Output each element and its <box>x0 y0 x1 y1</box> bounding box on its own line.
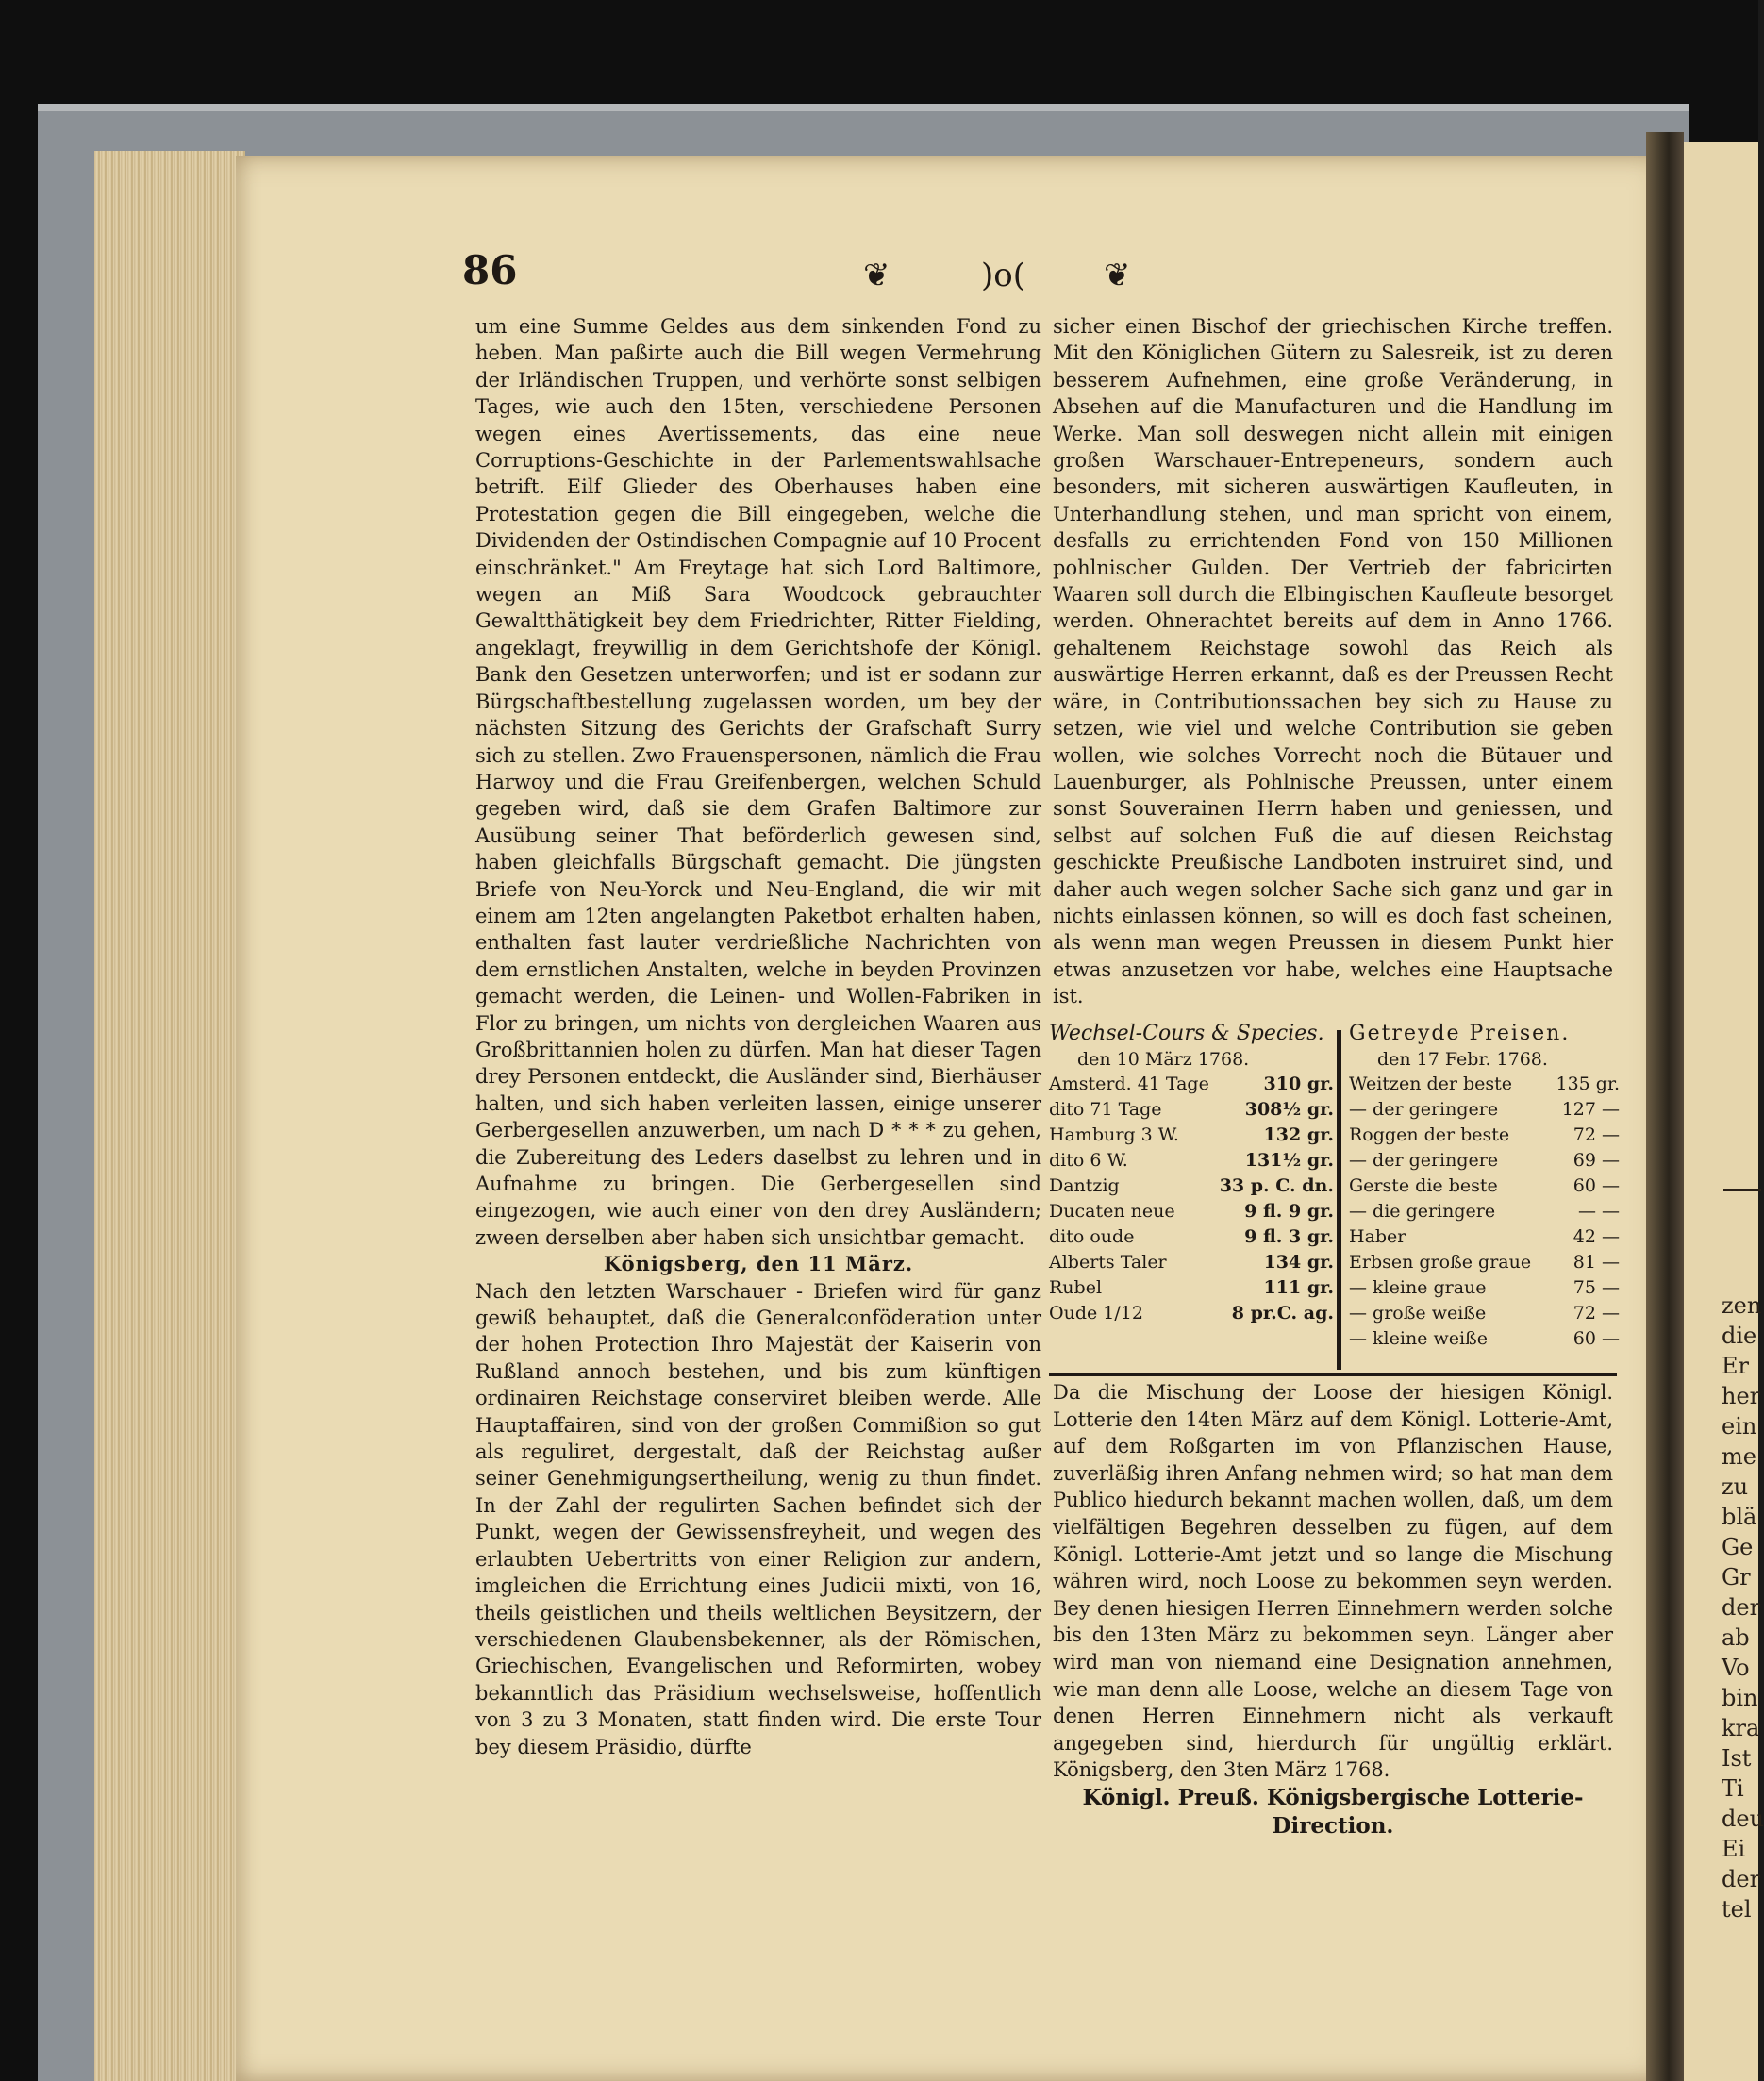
grain-label: — der geringere <box>1349 1099 1499 1120</box>
london-report: um eine Summe Geldes aus dem sinkenden Fond zu heben. Man paßirte auch die Bill wegen Vermehrung der Irländischen Truppen, und verhörte sonst selbigen Tages, wie auch den 15ten, verschiedene Personen wegen eines Avertissements, das eine neue Corruptions-Geschichte in der Parlementswahlsache betrift. Eilf Glieder des Oberhauses haben eine Protestation gegen die Bill eingegeben, welche die Dividenden der Ostindischen Compagnie auf 10 Procent einschränket." Am Freytage hat sich Lord Baltimore, wegen an Miß Sara Woodcock gebrauchter Gewaltthätigkeit bey dem Friedrichter, Ritter Fielding, angeklagt, freywillig in dem Gerichtshofe der Königl. Bank den Gesetzen unterworfen; und ist er sodann zur Bürgschaftbestellung zugelassen worden, um bey der nächsten Sitzung des Gerichts der Grafschaft Surry sich zu stellen. Zwo Frauenspersonen, nämlich die Frau Harwoy und die Frau Greifenbergen, welchen Schuld gegeben wird, daß sie dem Grafen Baltimore zur Ausübung seiner That beförderlich gewesen sind, haben gleichfalls Bürgschaft gemacht. Die jüngsten Briefe von Neu-Yorck und Neu-England, die wir mit einem am 12ten angelangten Paketbot erhalten haben, enthalten fast lauter verdrießliche Nachrichten von dem ernstlichen Anstalten, welche in beyden Provinzen gemacht werden, die Leinen- und Wollen-Fabriken in Flor zu bringen, um nichts von dergleichen Waaren aus Großbrittannien holen zu dürfen. Man hat dieser Tagen drey Personen entdeckt, die Ausländer sind, Bierhäuser halten, und sich haben verleiten lassen, einige unserer Gerbergesellen anzuwerben, um nach D * * * zu gehen, die Zubereitung des Leders daselbst zu lehren und in Aufnahme zu bringen. Die Gerbergesellen sind eingezogen, wie auch einer von den drey Ausländern; zween derselben aber haben sich unsichtbar gemacht. <box>475 315 1041 1249</box>
grain-label: Erbsen große graue <box>1349 1252 1532 1273</box>
grain-row <box>1349 1250 1620 1275</box>
exchange-label: Hamburg 3 W. <box>1049 1124 1179 1145</box>
exchange-value: 9 fl. 9 gr. <box>1244 1201 1334 1222</box>
ornament-left: ❦ <box>863 257 890 294</box>
grain-value: 75 — <box>1573 1277 1620 1298</box>
left-column <box>475 313 1041 1760</box>
grain-label: — die geringere <box>1349 1201 1496 1222</box>
lottery-notice <box>1053 1379 1613 1840</box>
ornament-right: ❦ <box>1104 257 1131 294</box>
grain-row <box>1349 1072 1620 1097</box>
grain-value: 127 — <box>1561 1099 1620 1120</box>
grain-table <box>1349 1021 1620 1370</box>
facing-page-word: Ti <box>1722 1775 1744 1802</box>
grain-label: Haber <box>1349 1226 1406 1247</box>
grain-label: — kleine weiße <box>1349 1328 1488 1349</box>
grain-value: 60 — <box>1573 1328 1620 1349</box>
ornament-center: )o( <box>981 257 1025 294</box>
grain-row <box>1349 1148 1620 1174</box>
exchange-label: dito 6 W. <box>1049 1150 1128 1171</box>
facing-page-word: zen <box>1722 1292 1762 1319</box>
exchange-row <box>1049 1224 1334 1250</box>
exchange-row <box>1049 1174 1334 1199</box>
facing-page-word: Ge <box>1722 1534 1754 1560</box>
page-edges <box>94 151 245 2081</box>
exchange-row <box>1049 1275 1334 1301</box>
exchange-value: 132 gr. <box>1263 1124 1334 1145</box>
facing-page-word: Gr <box>1722 1564 1751 1590</box>
grain-row <box>1349 1199 1620 1224</box>
grain-title: Getreyde Preisen. <box>1349 1022 1571 1045</box>
grain-row <box>1349 1097 1620 1123</box>
lottery-signature: Königl. Preuß. Königsbergische Lotterie-Direction. <box>1082 1784 1584 1839</box>
facing-page-word: ab <box>1722 1624 1750 1651</box>
exchange-table <box>1049 1021 1334 1370</box>
grain-date: den 17 Febr. 1768. <box>1377 1049 1548 1070</box>
grain-row <box>1349 1224 1620 1250</box>
table-divider <box>1337 1030 1341 1370</box>
exchange-value: 134 gr. <box>1263 1252 1334 1273</box>
exchange-row <box>1049 1148 1334 1174</box>
grain-value: 69 — <box>1573 1150 1620 1171</box>
facing-page-word: der <box>1722 1594 1761 1621</box>
facing-page-word: bin <box>1722 1685 1758 1711</box>
exchange-value: 308½ gr. <box>1244 1099 1334 1120</box>
grain-label: — große weiße <box>1349 1303 1487 1324</box>
facing-page-word: der <box>1722 1866 1761 1892</box>
page-number: 86 <box>462 247 518 293</box>
exchange-label: Oude 1/12 <box>1049 1303 1143 1324</box>
grain-label: Gerste die beste <box>1349 1175 1498 1196</box>
continuation-report: sicher einen Bischof der griechischen Kirche treffen. Mit den Königlichen Gütern zu Salesreik, ist zu deren besserem Aufnehmen, eine große Veränderung, in Absehen auf die Manufacturen und die Handlung im Werke. Man soll deswegen nicht allein mit einigen großen Warschauer-Entrepeneurs, sondern auch besonders, mit sicheren auswärtigen Kaufleuten, in Unterhandlung stehen, und man spricht von einem, desfalls zu errichtenden Fond von 150 Millionen pohlnischer Gulden. Der Vertrieb der fabricirten Waaren soll durch die Elbingischen Kaufleute besorget werden. Ohnerachtet bereits auf dem in Anno 1766. gehaltenem Reichstage sowohl das Reich als auswärtige Herren erkannt, daß es der Preussen Recht wäre, in Contributionssachen bey sich zu Hause zu setzen, wie viel und welche Contribution sie geben wollen, wie solches Vorrecht noch die Bütauer und Lauenburger, als Pohlnische Preussen, unter einem sonst Souverainen Herrn haben und geniessen, und selbst auf solchen Fuß die auf diesen Reichstag geschickte Preußische Landboten instruiret sind, und daher auch wegen solcher Sache sich ganz und gar in nichts einlassen können, so will es doch fast scheinen, als wenn man wegen Preussen in diesem Punkt hier etwas anzusetzen vor habe, welches eine Hauptsache ist. <box>1053 315 1613 1008</box>
exchange-label: Rubel <box>1049 1277 1103 1298</box>
exchange-row <box>1049 1199 1334 1224</box>
exchange-value: 310 gr. <box>1263 1074 1334 1094</box>
exchange-label: dito 71 Tage <box>1049 1099 1162 1120</box>
exchange-value: 33 p. C. dn. <box>1219 1175 1334 1196</box>
facing-page-fragment <box>1684 142 1764 2081</box>
facing-page-word: blä <box>1722 1504 1757 1530</box>
lottery-text: Da die Mischung der Loose der hiesigen Königl. Lotterie den 14ten März auf dem Königl. Lotterie-Amt, auf dem Roßgarten im von Pflanzischen Hause, zuverläßig ihren Anfang nehmen wird; so hat man dem Publico hiedurch bekannt machen wollen, daß, um dem vielfältigen Begehren desselben zu fügen, auf dem Königl. Lotterie-Amt jetzt und so lange die Mischung währen wird, noch Loose zu bekommen seyn werden. Bey denen hiesigen Herren Einnehmern werden solche bis den 13ten März zu bekommen seyn. Länger aber wird man von niemand eine Designation annehmen, wie man denn alle Loose, welche an diesem Tage von denen Herren Einnehmern nicht als verkauft angegeben sind, hierdurch für ungültig erklärt. Königsberg, den 3ten März 1768. <box>1053 1381 1613 1782</box>
grain-value: 60 — <box>1573 1175 1620 1196</box>
facing-page-word: me <box>1722 1443 1756 1470</box>
exchange-row <box>1049 1072 1334 1097</box>
grain-row <box>1349 1174 1620 1199</box>
exchange-label: Ducaten neue <box>1049 1201 1175 1222</box>
exchange-label: dito oude <box>1049 1226 1135 1247</box>
facing-page-word: her <box>1722 1383 1761 1409</box>
page-header <box>462 247 1179 304</box>
grain-value: 42 — <box>1573 1226 1620 1247</box>
konigsberg-heading: Königsberg, den 11 März. <box>603 1252 914 1276</box>
exchange-row <box>1049 1097 1334 1123</box>
facing-page-rule <box>1723 1189 1761 1191</box>
facing-page-word: kra <box>1722 1715 1760 1741</box>
exchange-label: Dantzig <box>1049 1175 1120 1196</box>
grain-row <box>1349 1275 1620 1301</box>
exchange-row <box>1049 1301 1334 1326</box>
grain-label: — kleine graue <box>1349 1277 1487 1298</box>
facing-page-word: die <box>1722 1323 1757 1349</box>
facing-page-word: ein <box>1722 1413 1757 1440</box>
grain-row <box>1349 1326 1620 1352</box>
exchange-row <box>1049 1250 1334 1275</box>
facing-page-word: Ist <box>1722 1745 1752 1772</box>
exchange-value: 9 fl. 3 gr. <box>1244 1226 1334 1247</box>
exchange-value: 111 gr. <box>1263 1277 1334 1298</box>
table-bottom-rule <box>1049 1373 1617 1376</box>
right-column <box>1053 313 1613 1010</box>
exchange-label: Amsterd. 41 Tage <box>1049 1074 1209 1094</box>
price-tables <box>1049 1021 1620 1374</box>
facing-page-word: zu <box>1722 1473 1749 1500</box>
book-cover-edge <box>38 104 1689 111</box>
exchange-date: den 10 März 1768. <box>1077 1049 1250 1070</box>
exchange-value: 131½ gr. <box>1244 1150 1334 1171</box>
grain-row <box>1349 1301 1620 1326</box>
exchange-row <box>1049 1123 1334 1148</box>
book-gutter <box>1646 132 1684 2081</box>
grain-value: 72 — <box>1573 1124 1620 1145</box>
grain-label: — der geringere <box>1349 1150 1499 1171</box>
grain-label: Roggen der beste <box>1349 1124 1510 1145</box>
facing-page-word: Vo <box>1722 1655 1750 1681</box>
grain-value: 72 — <box>1573 1303 1620 1324</box>
exchange-title: Wechsel-Cours & Species. <box>1049 1022 1324 1045</box>
warschau-report: Nach den letzten Warschauer - Briefen wird für ganz gewiß behauptet, daß die Generalconföderation unter der hohen Protection Ihro Majestät der Kaiserin von Rußland annoch bestehen, und bis zum künftigen ordinairen Reichstage conserviret bleiben werde. Alle Hauptaffairen, sind von der großen Commißion so gut als reguliret, dergestalt, daß der Reichstag außer seiner Genehmigungsertheilung, wenig zu thun findet. In der Zahl der regulirten Sachen befindet sich der Punkt, wegen der Gewissensfreyheit, und wegen des erlaubten Uebertritts von einer Religion zur andern, imgleichen die Errichtung eines Judicii mixti, von 16, theils geistlichen und theils weltlichen Beysitzern, der verschiedenen Glaubensbekenner, als der Römischen, Griechischen, Evangelischen und Reformirten, wobey bekanntlich das Präsidium wechselsweise, hoffentlich von 3 zu 3 Monaten, statt finden wird. Die erste Tour bey diesem Präsidio, dürfte <box>475 1279 1041 1758</box>
facing-page-word: deu <box>1722 1806 1764 1832</box>
facing-page-word: Ei <box>1722 1836 1746 1862</box>
facing-page-word: Er <box>1722 1353 1749 1379</box>
exchange-value: 8 pr.C. ag. <box>1231 1303 1334 1324</box>
grain-value: 81 — <box>1573 1252 1620 1273</box>
grain-value: — — <box>1577 1201 1620 1222</box>
exchange-label: Alberts Taler <box>1049 1252 1167 1273</box>
grain-label: Weitzen der beste <box>1349 1074 1513 1094</box>
grain-value: 135 gr. <box>1556 1074 1620 1094</box>
facing-page-word: tel <box>1722 1896 1752 1923</box>
grain-row <box>1349 1123 1620 1148</box>
